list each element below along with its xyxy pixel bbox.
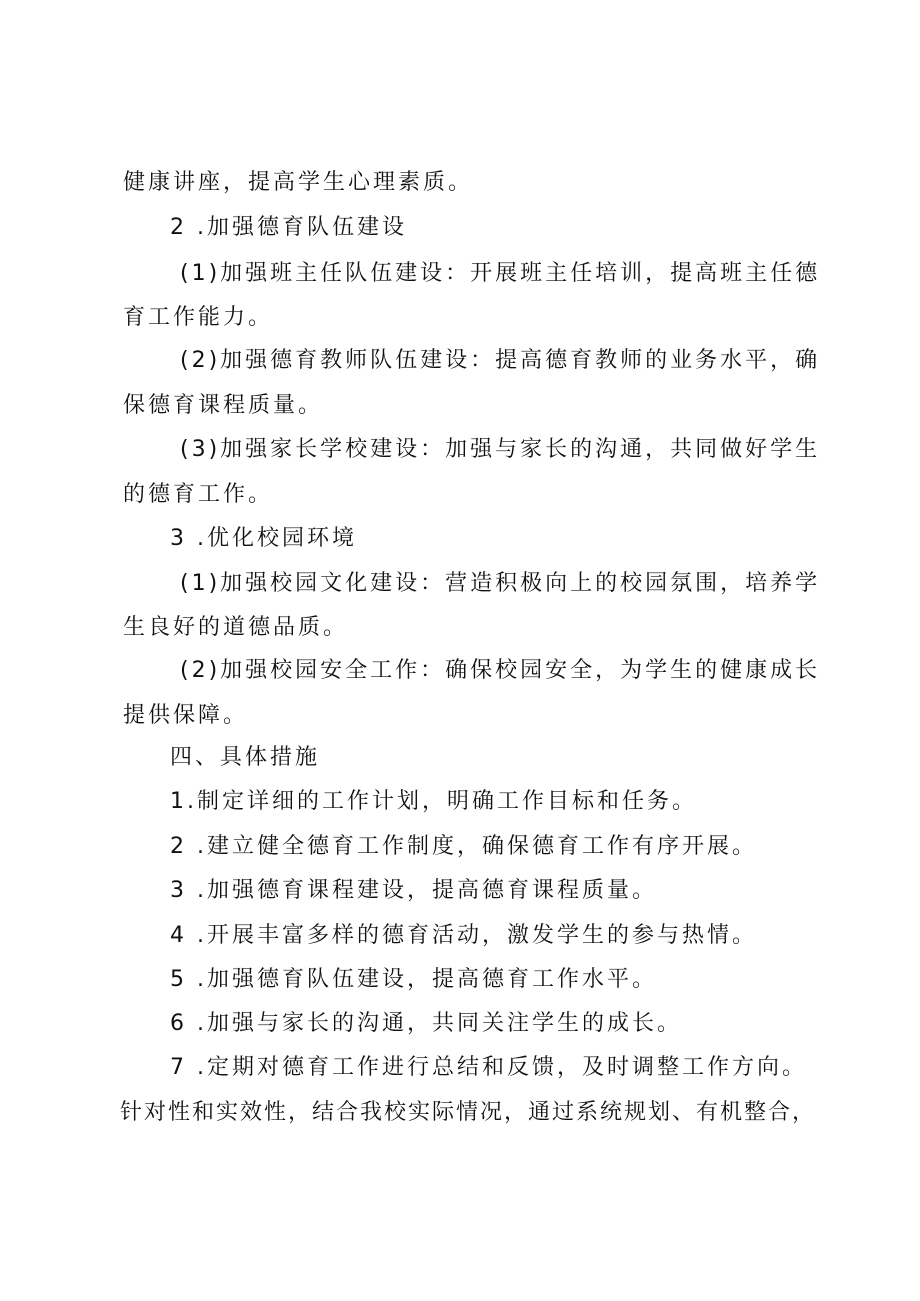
- list-item: 5 .加强德育队伍建设，提高德育工作水平。: [170, 967, 657, 992]
- text-line: (3)加强家长学校建设：加强与家长的沟通，共同做好学生: [180, 437, 821, 462]
- text-line: 保德育课程质量。: [123, 393, 324, 418]
- text-line: (1)加强班主任队伍建设：开展班主任培训，提高班主任德: [180, 261, 821, 286]
- section-heading: 2 .加强德育队伍建设: [170, 215, 407, 240]
- text-line: (1)加强校园文化建设：营造积极向上的校园氛围，培养学: [180, 571, 821, 596]
- text-line: 育工作能力。: [123, 305, 274, 330]
- text-line: 生良好的道德品质。: [123, 615, 349, 640]
- text-line: 针对性和实效性，结合我校实际情况，通过系统规划、有机整合，: [120, 1100, 817, 1125]
- list-item: 6 .加强与家长的沟通，共同关注学生的成长。: [170, 1011, 682, 1036]
- text-line: (2)加强德育教师队伍建设：提高德育教师的业务水平，确: [180, 348, 821, 373]
- text-line: 健康讲座，提高学生心理素质。: [123, 170, 474, 195]
- section-heading: 3 .优化校园环境: [170, 526, 357, 551]
- section-heading: 四、具体措施: [170, 745, 321, 770]
- text-line: 提供保障。: [123, 703, 249, 728]
- list-item: 1.制定详细的工作计划，明确工作目标和任务。: [170, 789, 697, 814]
- text-line: 的德育工作。: [123, 482, 274, 507]
- list-item: 4 .开展丰富多样的德育活动，激发学生的参与热情。: [170, 923, 757, 948]
- list-item: 3 .加强德育课程建设，提高德育课程质量。: [170, 878, 657, 903]
- list-item: 2 .建立健全德育工作制度，确保德育工作有序开展。: [170, 834, 757, 859]
- text-line: (2)加强校园安全工作：确保校园安全，为学生的健康成长: [180, 658, 821, 683]
- list-item: 7 .定期对德育工作进行总结和反馈，及时调整工作方向。: [170, 1055, 807, 1080]
